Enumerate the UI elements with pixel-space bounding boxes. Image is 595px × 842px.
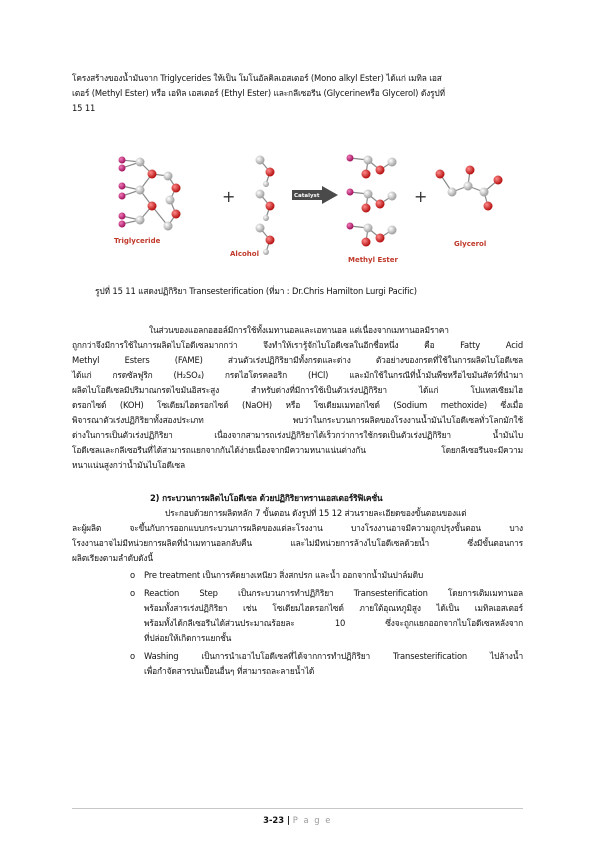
plus-sign-1: + (222, 187, 236, 206)
section-line-1: ประกอบด้วยการผลิตหลัก 7 ขั้นตอน ดังรูปที่ 15 12 ส่วนรายละเอียดของขั้นตอนของแต่ (165, 508, 467, 518)
triglyceride-molecule (119, 157, 181, 231)
page-word: P a g e (292, 815, 332, 825)
bullet-3-line-2: เพื่อกำจัดสารปนเปื้อนอื่นๆ ที่สามารถละลายน้ำได้ (144, 666, 315, 676)
bullet-2-line-1: Reaction Step เป็นกระบวนการทำปฏิกิริยา Transesterification โดยการเติมเมทานอล (144, 588, 523, 598)
bullet-2-line-4: ที่ปล่อยให้เกิดการแยกชั้น (144, 633, 232, 643)
section-line-3: โรงงานอาจไม่มีหน่วยการผลิตที่นำเมทานอลกลับคืน และไม่มีหน่วยการล้างไบโอดีเซลด้วยน้ำ ซึ่งมีขั้นตอนการ (72, 538, 523, 548)
para1-line-5: ผลิตไบโอดีเซลมีปริมาณกรดไขมันอิสระสูง สำหรับด่างที่มีการใช้เป็นตัวเร่งปฏิกิริยา ได้แก่ โปแทสเซียมไฮ (72, 385, 523, 395)
figure-caption: รูปที่ 15 11 แสดงปฏิกิริยา Transesterification (ที่มา : Dr.Chris Hamilton Lurgi Pacific) (95, 286, 417, 296)
alcohol-label: Alcohol (230, 250, 259, 258)
para1-line-6: ดรอกไซด์ (KOH) โซเดียมไฮดรอกไซด์ (NaOH) หรือ โซเดียมเมทอกไซด์ (Sodium methoxide) ซึ่งเมื่อ (72, 400, 523, 410)
plus-sign-2: + (414, 187, 428, 206)
glycerol-molecule (436, 166, 503, 211)
para1-line-3: Methyl Esters (FAME) ส่วนตัวเร่งปฏิกิริยามีทั้งกรดและด่าง ตัวอย่างของกรดที่ใช้ในการผลิตไบโอดีเซล (72, 355, 523, 365)
bullet-2-line-2: พร้อมทั้งสารเร่งปฏิกิริยา เช่น โซเดียมไฮดรอกไซด์ ภายใต้อุณหภูมิสูง ได้เป็น เมทิลเอสเตอร์ (144, 603, 523, 613)
bullet-2-line-3: พร้อมทั้งได้กลีเซอรีนได้ส่วนประมาณร้อยละ 10 ซึ่งจะถูกแยกออกจากไบโอดีเซลหลังจาก (144, 618, 523, 628)
para1-line-4: ได้แก่ กรดซัลฟูริก (H₂SO₄) กรดไฮโดรคลอริก (HCl) และมักใช้ในกรณีที่น้ำมันพืชหรือไขมันสัตว์ที่นำมา (72, 370, 523, 380)
transesterification-figure (110, 140, 530, 270)
intro-line-3: 15 11 (72, 103, 96, 113)
section-heading: 2) กระบวนการผลิตไบโอดีเซล ด้วยปฏิกิริยาทรานเอสเตอร์ริฟิเคชั่น (150, 493, 383, 503)
glycerol-label: Glycerol (454, 240, 487, 248)
alcohol-molecules (256, 156, 275, 256)
catalyst-label: Catalyst (294, 193, 320, 199)
section-line-4: ผลิตเรียงตามลำดับดังนี้ (72, 553, 153, 563)
para1-line-9: โอดีเซลและกลีเซอรีนที่ได้สามารถแยกจากกันได้ง่ายเนื่องจากมีความหนาแน่นต่างกัน โดยกลีเซอรีนจะมีความ (72, 445, 523, 455)
intro-line-1: โครงสร้างของน้ำมันจาก Triglycerides ให้เป็น โมโนอัลคิลเอสเตอร์ (Mono alkyl Ester) ได้แก่ เมทิล เอส (72, 73, 442, 83)
bullet-3-line-1: Washing เป็นการนำเอาไบโอดีเซลที่ได้จากการทำปฏิกิริยา Transesterification ไปล้างน้ำ (144, 651, 523, 661)
intro-line-2: เตอร์ (Methyl Ester) หรือ เอทิล เอสเตอร์ (Ethyl Ester) และกลีเซอรีน (Glycerineหรือ Glycerol) ดังรูปที่ (72, 88, 445, 98)
page-footer (0, 815, 595, 825)
page-number: 3-23 | (263, 815, 291, 825)
bullet-marker-3: o (130, 651, 136, 661)
footer-rule (72, 808, 523, 809)
para1-line-8: ด่างในการเป็นตัวเร่งปฏิกิริยา เนื่องจากสามารถเร่งปฏิกิริยาได้เร็วกว่าการใช้กรดเป็นตัวเร่งปฏิกิริยา น้ำมันไบ (72, 430, 523, 440)
para1-line-2: ถูกกว่าจึงมีการใช้ในการผลิตไบโอดีเซลมากกว่า จึงทำให้เรารู้จักไบโอดีเซลในอีกชื่อหนึ่ง คือ Fatty Acid (72, 340, 523, 350)
methyl-ester-label: Methyl Ester (348, 256, 398, 264)
methyl-ester-molecules (347, 155, 397, 247)
bullet-marker-2: o (130, 588, 136, 598)
bullet-1-line-1: Pre treatment เป็นการคัดยางเหนียว สิ่งสกปรก และน้ำ ออกจากน้ำมันปาล์มดิบ (144, 570, 424, 580)
para1-line-1: ในส่วนของแอลกอฮอล์มีการใช้ทั้งเมทานอลและเอทานอล แต่เนื่องจากเมทานอลมีราคา (149, 325, 449, 335)
bullet-marker-1: o (130, 570, 136, 580)
para1-line-10: หนาแน่นสูงกว่าน้ำมันไบโอดีเซล (72, 460, 186, 470)
para1-line-7: พิจารณาตัวเร่งปฏิกิริยาทั้งสองประเภท พบว่าในกระบวนการผลิตของโรงงานน้ำมันไบโอดีเซลทั่วโลกมักใช้ (72, 415, 523, 425)
section-line-2: ละผู้ผลิต จะขึ้นกับการออกแบบกระบวนการผลิตของแต่ละโรงงาน บางโรงงานอาจมีความถูกปรุงขั้นตอน บาง (72, 523, 523, 533)
triglyceride-label: Triglyceride (114, 237, 161, 245)
